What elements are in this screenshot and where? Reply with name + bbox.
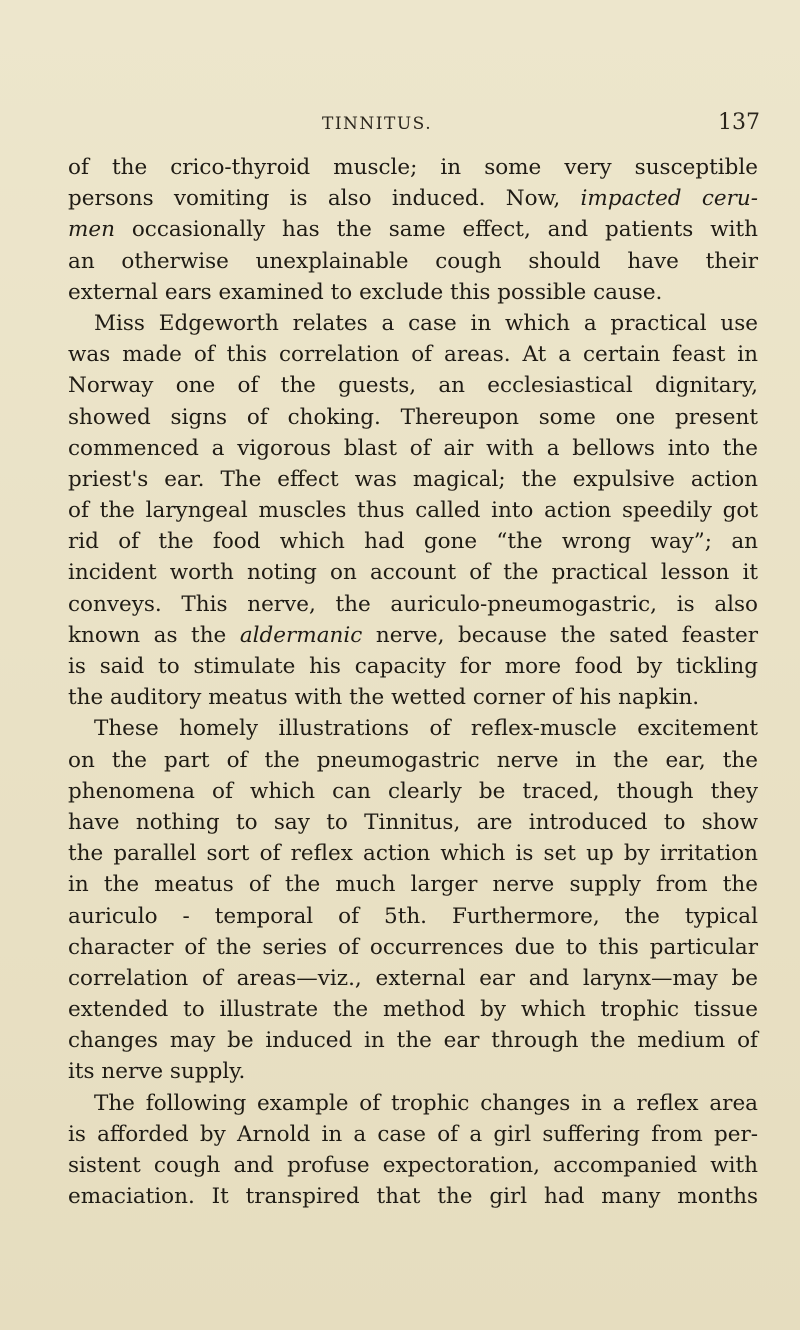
text-segment: the auditory meatus with the wetted corner of his napkin.: [68, 685, 700, 711]
text-segment: changes may be induced in the ear through the medium of: [68, 1028, 758, 1054]
text-line: [68, 807, 758, 838]
text-segment: incident worth noting on account of the practical lesson it: [68, 560, 758, 586]
text-segment: its nerve supply.: [68, 1059, 246, 1085]
text-segment: conveys. This nerve, the auriculo-pneumogastric, is also: [68, 591, 758, 617]
text-segment: have nothing to say to Tinnitus, are introduced to show: [68, 809, 758, 835]
text-segment: known as the: [68, 622, 240, 648]
text-segment: emaciation. It transpired that the girl had many months: [68, 1184, 758, 1210]
text-line: [68, 214, 758, 245]
text-line: [68, 869, 758, 900]
text-segment: persons vomiting is also induced. Now,: [68, 186, 581, 212]
text-line: [68, 745, 758, 776]
text-segment: an otherwise unexplainable cough should have their: [68, 248, 758, 274]
text-line: [68, 433, 758, 464]
text-segment: is afforded by Arnold in a case of a girl suffering from per-: [68, 1121, 758, 1147]
text-segment: of the laryngeal muscles thus called into action speedily got: [68, 498, 758, 524]
text-line: [68, 620, 758, 651]
text-segment: extended to illustrate the method by which trophic tissue: [68, 997, 758, 1023]
text-line: [68, 589, 758, 620]
italic-text: men: [68, 217, 115, 243]
text-line: [68, 994, 758, 1025]
text-line: [68, 776, 758, 807]
text-segment: occasionally has the same effect, and patients with: [114, 217, 758, 243]
italic-text: aldermanic: [239, 622, 363, 648]
text-segment: was made of this correlation of areas. At a certain feast in: [68, 342, 758, 368]
text-segment: the parallel sort of reflex action which is set up by irritation: [68, 841, 758, 867]
text-segment: auriculo - temporal of 5th. Furthermore, the typical: [68, 903, 758, 929]
text-segment: nerve, because the sated feaster: [362, 622, 758, 648]
text-segment: on the part of the pneumogastric nerve in the ear, the: [68, 747, 758, 773]
running-head: [0, 110, 800, 142]
text-segment: is said to stimulate his capacity for more food by tickling: [68, 654, 758, 679]
text-line: [68, 557, 758, 588]
text-line: [68, 713, 758, 744]
text-line: [68, 370, 758, 401]
text-line: [68, 682, 758, 713]
text-segment: The following example of trophic changes in a reflex area: [94, 1090, 758, 1116]
text-line: [68, 402, 758, 433]
text-line: [68, 838, 758, 869]
text-line: [68, 277, 758, 308]
text-line: [68, 246, 758, 277]
body-text: [68, 152, 758, 1212]
text-segment: These homely illustrations of reflex-muscle excitement: [94, 716, 758, 742]
text-line: [68, 152, 758, 183]
text-line: [68, 183, 758, 214]
text-line: [68, 526, 758, 557]
text-line: [68, 651, 758, 682]
text-segment: Norway one of the guests, an ecclesiastical dignitary,: [68, 373, 758, 399]
text-segment: sistent cough and profuse expectoration, accompanied with: [68, 1153, 758, 1178]
text-segment: character of the series of occurrences due to this particular: [68, 934, 758, 960]
text-line: [68, 1119, 758, 1150]
text-line: [68, 1181, 758, 1212]
italic-text: impacted ceru-: [580, 186, 758, 212]
text-line: [68, 963, 758, 994]
text-line: [68, 339, 758, 370]
text-segment: of the crico-thyroid muscle; in some very susceptible: [68, 155, 758, 180]
text-line: [68, 901, 758, 932]
text-line: [68, 464, 758, 495]
text-line: [68, 1150, 758, 1181]
page-number: 137: [718, 110, 760, 135]
text-segment: in the meatus of the much larger nerve supply from the: [68, 872, 758, 898]
text-segment: rid of the food which had gone “the wrong way”; an: [68, 529, 758, 555]
text-segment: commenced a vigorous blast of air with a bellows into the: [68, 435, 758, 461]
text-line: [68, 1056, 758, 1087]
text-segment: phenomena of which can clearly be traced, though they: [68, 778, 758, 804]
text-segment: correlation of areas—viz., external ear and larynx—may be: [68, 965, 758, 991]
text-segment: showed signs of choking. Thereupon some one present: [68, 404, 758, 430]
text-segment: priest's ear. The effect was magical; the expulsive action: [68, 466, 758, 492]
text-line: [68, 1088, 758, 1119]
text-line: [68, 932, 758, 963]
text-line: [68, 1025, 758, 1056]
text-segment: external ears examined to exclude this possible cause.: [68, 279, 663, 305]
running-head-title: TINNITUS.: [322, 114, 433, 134]
text-segment: Miss Edgeworth relates a case in which a practical use: [94, 310, 758, 336]
text-line: [68, 308, 758, 339]
text-line: [68, 495, 758, 526]
